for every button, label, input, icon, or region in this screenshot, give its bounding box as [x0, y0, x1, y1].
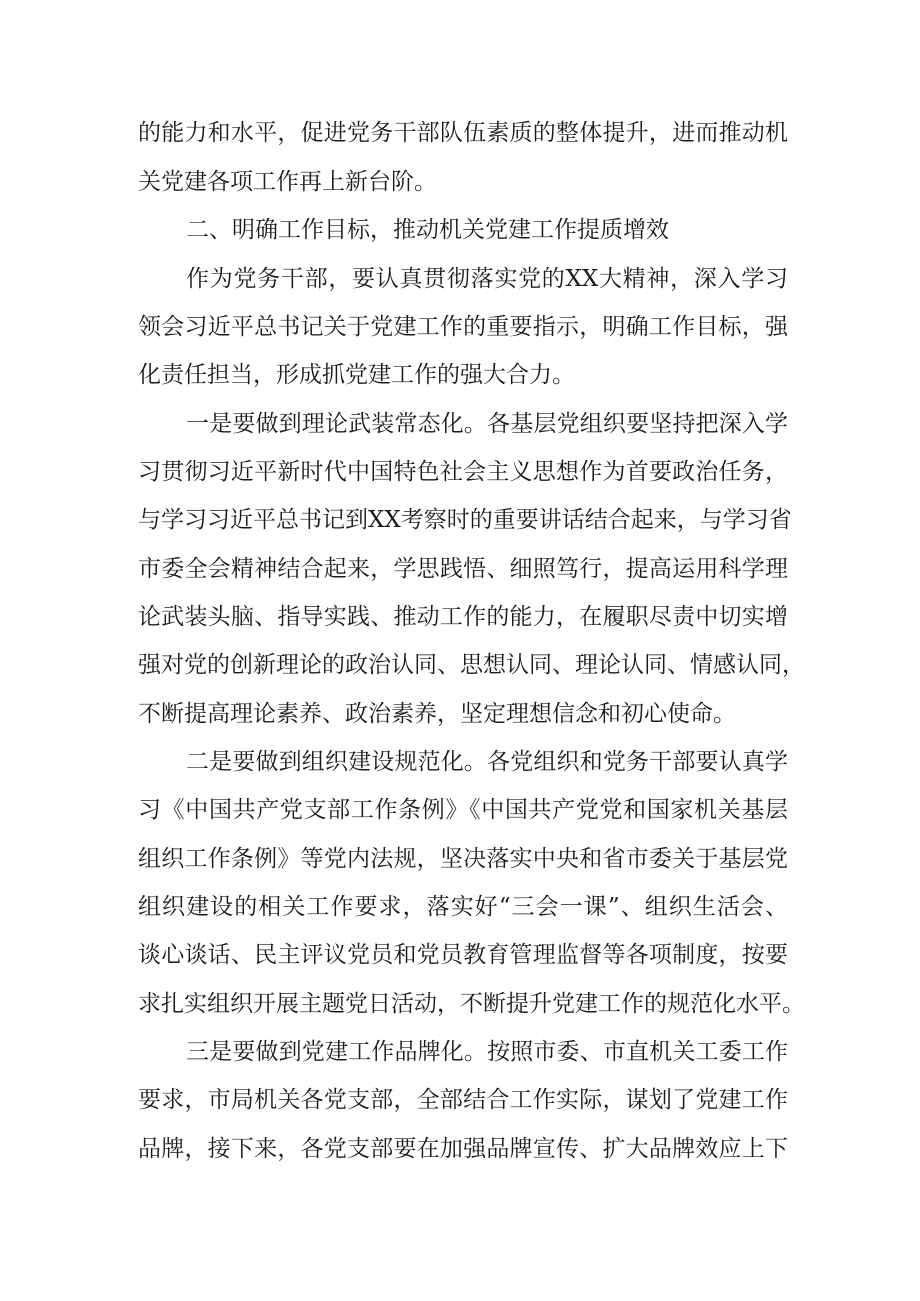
paragraph-line: 作为党务干部，要认真贯彻落实党的XX大精神，深入学习: [186, 266, 788, 292]
paragraph-line: 领会习近平总书记关于党建工作的重要指示，明确工作目标，强: [138, 314, 788, 340]
paragraph-line: 求扎实组织开展主题党日活动，不断提升党建工作的规范化水平。: [138, 991, 805, 1017]
paragraph-line: 组织工作条例》等党内法规，坚决落实中央和省市委关于基层党: [138, 846, 788, 872]
paragraph-line: 不断提高理论素养、政治素养，坚定理想信念和初心使命。: [138, 701, 736, 727]
paragraph-line: 的能力和水平，促进党务干部队伍素质的整体提升，进而推动机: [138, 120, 788, 146]
paragraph-line: 一是要做到理论武装常态化。各基层党组织要坚持把深入学: [186, 411, 788, 437]
paragraph-line: 习贯彻习近平新时代中国特色社会主义思想作为首要政治任务，: [138, 459, 788, 485]
paragraph-line: 强对党的创新理论的政治认同、思想认同、理论认同、情感认同，: [138, 652, 805, 678]
paragraph-line: 与学习习近平总书记到XX考察时的重要讲话结合起来，与学习省: [138, 507, 792, 533]
paragraph-line: 化责任担当，形成抓党建工作的强大合力。: [138, 362, 575, 388]
paragraph-line: 谈心谈话、民主评议党员和党员教育管理监督等各项制度，按要: [138, 942, 788, 968]
paragraph-line: 要求，市局机关各党支部，全部结合工作实际，谋划了党建工作: [138, 1087, 788, 1113]
paragraph-line: 组织建设的相关工作要求，落实好“三会一课”、组织生活会、: [138, 894, 788, 920]
paragraph-line: 论武装头脑、指导实践、推动工作的能力，在履职尽责中切实增: [138, 604, 788, 630]
paragraph-line: 三是要做到党建工作品牌化。按照市委、市直机关工委工作: [186, 1039, 788, 1065]
paragraph-line: 习《中国共产党支部工作条例》《中国共产党党和国家机关基层: [138, 797, 788, 823]
paragraph-line: 品牌，接下来，各党支部要在加强品牌宣传、扩大品牌效应上下: [138, 1136, 788, 1162]
paragraph-line: 关党建各项工作再上新台阶。: [138, 169, 437, 195]
paragraph-line: 二是要做到组织建设规范化。各党组织和党务干部要认真学: [186, 749, 788, 775]
paragraph-line: 市委全会精神结合起来，学思践悟、细照笃行，提高运用科学理: [138, 556, 788, 582]
section-heading: 二、明确工作目标，推动机关党建工作提质增效: [186, 217, 669, 243]
